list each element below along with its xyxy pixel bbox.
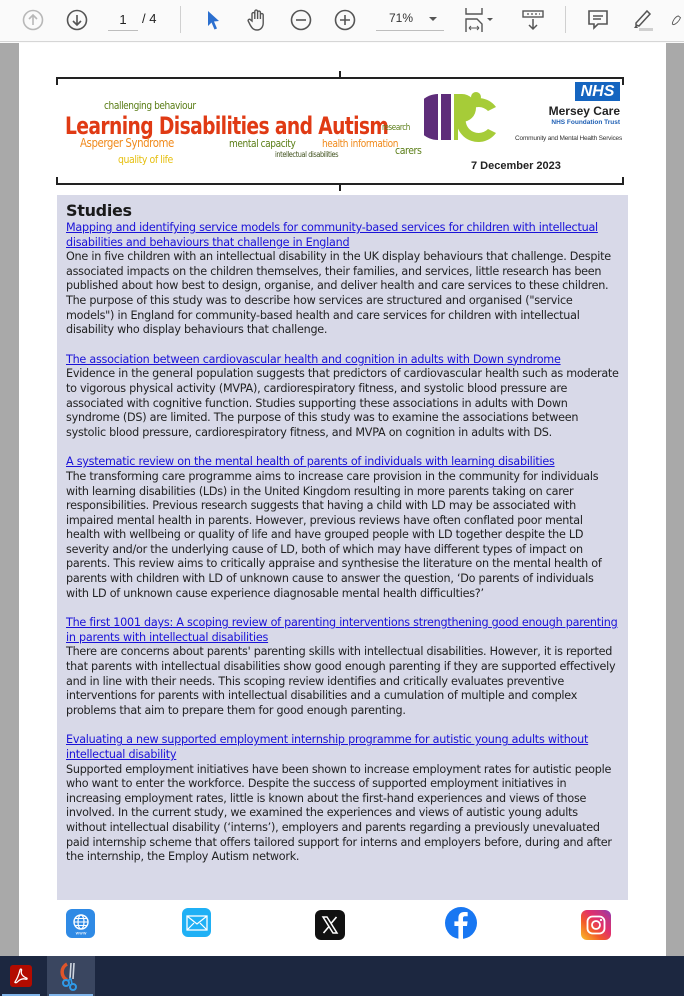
draw-button[interactable]	[670, 7, 684, 33]
nhs-logo: NHS	[575, 82, 620, 101]
study-item	[66, 221, 619, 338]
facebook-icon	[445, 907, 477, 939]
website-icon	[69, 912, 93, 936]
word-cloud-term: challenging behaviour	[104, 99, 196, 112]
organisation-subtitle: NHS Foundation Trust	[551, 119, 620, 126]
toolbar-divider	[180, 6, 181, 33]
studies-section	[57, 195, 628, 900]
select-tool-button[interactable]	[200, 7, 226, 33]
study-title-link[interactable]: Evaluating a new supported employment internship programme for autistic young adults without intellectual disability	[66, 733, 589, 761]
scroll-mode-button[interactable]	[520, 7, 546, 33]
page-total: / 4	[142, 11, 157, 26]
comment-icon	[587, 9, 609, 31]
study-abstract: The transforming care programme aims to increase care provision in the community for individuals with learning disabilities (LDs) in the United Kingdom resulting in more parents taking on carer responsibilities. Previous research suggests that having a child with LD may be associated with impaired mental health in parents. However, previous reviews have often conflated poor mental health with wellbeing or quality of life and have grouped people with LD together despite the LD severity and/or the underlying cause of LD, both of which may have different types of impact on parents. This review aims to critically appraise and synthesise the literature on the mental health of parents with children with LD of unknown cause to answer the question, ‘Do parents of individuals with LD of unknown cause experience diagnosable mental health difficulties?’	[66, 469, 602, 600]
organisation-name: Mersey Care	[548, 104, 620, 118]
organisation-services: Community and Mental Health Services	[515, 135, 622, 142]
word-cloud-term: health information	[322, 137, 399, 150]
next-page-button[interactable]	[64, 7, 90, 33]
word-cloud-term: intellectual disabilities	[275, 150, 339, 159]
email-link[interactable]	[182, 908, 211, 937]
zoom-in-icon	[334, 9, 356, 31]
pdf-toolbar	[0, 0, 684, 42]
banner-tick	[339, 183, 341, 191]
next-page-icon	[66, 9, 88, 31]
hand-tool-icon	[246, 8, 268, 32]
zoom-level-dropdown[interactable]	[376, 9, 444, 31]
taskbar-adobe-acrobat[interactable]	[0, 956, 42, 996]
newsletter-date: 7 December 2023	[471, 160, 561, 172]
word-cloud-term: mental capacity	[229, 137, 296, 150]
study-item	[66, 733, 619, 864]
study-abstract: Supported employment initiatives have been shown to increase employment rates for autistic people who want to enter the workforce. Despite the success of supported employment initiatives in increasing employment rates, little is known about the first-hand experiences and views of those involved. In the current study, we examined the experiences and views of autistic young adults without intellectual disability (‘interns’), employers and parents regarding a previously unevaluated paid internship scheme that offers tailored support for interns and employers before, during and after the internship, the Employ Autism network.	[66, 762, 612, 864]
highlight-icon	[630, 8, 654, 32]
svg-text:www: www	[74, 931, 87, 936]
draw-icon	[670, 9, 684, 31]
website-link[interactable]	[66, 909, 95, 938]
study-title-link[interactable]: A systematic review on the mental health of parents of individuals with learning disabilities	[66, 455, 555, 469]
study-abstract: Evidence in the general population suggests that predictors of cardiovascular health such as moderate to vigorous physical activity (MVPA), cardiorespiratory fitness, and systolic blood pressure are associated with cognitive function. Studies supporting these associations in adults with Down syndrome (DS) are limited. The purpose of this study was to examine the associations between systolic blood pressure, cardiorespiratory fitness, and MVPA on cognition in adults with DS.	[66, 367, 619, 439]
instagram-icon	[585, 914, 607, 936]
x-twitter-link[interactable]	[315, 910, 345, 940]
taskbar	[0, 956, 684, 996]
study-title-link[interactable]: The association between cardiovascular health and cognition in adults with Down syndrome	[66, 352, 561, 366]
snipping-tool-icon	[58, 961, 84, 991]
word-cloud-term: research	[382, 123, 410, 133]
email-icon	[185, 911, 209, 935]
previous-page-icon	[22, 9, 44, 31]
study-abstract: There are concerns about parents' parenting skills with intellectual disabilities. However, it is reported that parents with intellectual disabilities show good enough parenting if they are supported effectively and in line with their needs. This scoping review identifies and critically evaluates preventive interventions for parents with intellectual disabilities and a cumulation of multiple and complex problems that aim to prepare them for good enough parenting.	[66, 645, 616, 717]
page-number-input[interactable]	[108, 9, 138, 31]
instagram-link[interactable]	[581, 910, 611, 940]
study-item	[66, 353, 619, 441]
document-viewer[interactable]	[0, 43, 684, 956]
hand-tool-button[interactable]	[244, 7, 270, 33]
x-twitter-icon	[320, 915, 340, 935]
study-item	[66, 616, 619, 718]
facebook-link[interactable]	[445, 907, 477, 939]
study-title-link[interactable]: Mapping and identifying service models for community-based services for children with intellectual disabilities and behaviours that challenge in England	[66, 221, 598, 249]
word-cloud-term: carers	[395, 144, 422, 157]
banner-tick	[622, 177, 624, 185]
scroll-mode-icon	[521, 9, 545, 31]
study-abstract: One in five children with an intellectual disability in the UK display behaviours that challenge. Despite associated impacts on the children themselves, their families, and services, little research has been published about how best to design, organise, and deliver health and care services to these children. The purpose of this study was to describe how services are structured and organised ("service models") in England for community-based health and care services for children with intellectual disability who display behaviours that challenge.	[66, 250, 611, 337]
banner-tick	[622, 77, 624, 85]
word-cloud-term: Asperger Syndrome	[80, 136, 174, 150]
study-title-link[interactable]: The first 1001 days: A scoping review of parenting interventions strengthening good enough parenting in parents with intellectual disabilities	[66, 616, 618, 644]
word-cloud-term: quality of life	[118, 153, 173, 166]
newsletter-title: Learning Disabilities and Autism	[65, 112, 389, 140]
newsletter-banner	[56, 77, 624, 185]
zoom-in-button[interactable]	[332, 7, 358, 33]
taskbar-snipping-tool[interactable]	[47, 956, 95, 996]
adobe-acrobat-icon	[10, 965, 32, 987]
zoom-out-button[interactable]	[288, 7, 314, 33]
highlight-button[interactable]	[629, 7, 655, 33]
fit-page-button[interactable]	[462, 7, 498, 33]
chevron-down-icon	[429, 17, 437, 21]
fit-page-icon	[463, 7, 497, 33]
banner-tick	[56, 177, 58, 185]
zoom-out-icon	[290, 9, 312, 31]
toolbar-divider	[565, 6, 566, 33]
previous-page-button[interactable]	[20, 7, 46, 33]
comment-button[interactable]	[585, 7, 611, 33]
cpc-logo-icon	[424, 89, 498, 145]
zoom-level-value: 71%	[389, 11, 414, 25]
banner-tick	[56, 77, 58, 85]
section-title: Studies	[66, 201, 132, 220]
study-item	[66, 455, 619, 601]
pdf-page	[19, 43, 666, 956]
select-cursor-icon	[203, 9, 223, 31]
banner-tick	[339, 71, 341, 79]
